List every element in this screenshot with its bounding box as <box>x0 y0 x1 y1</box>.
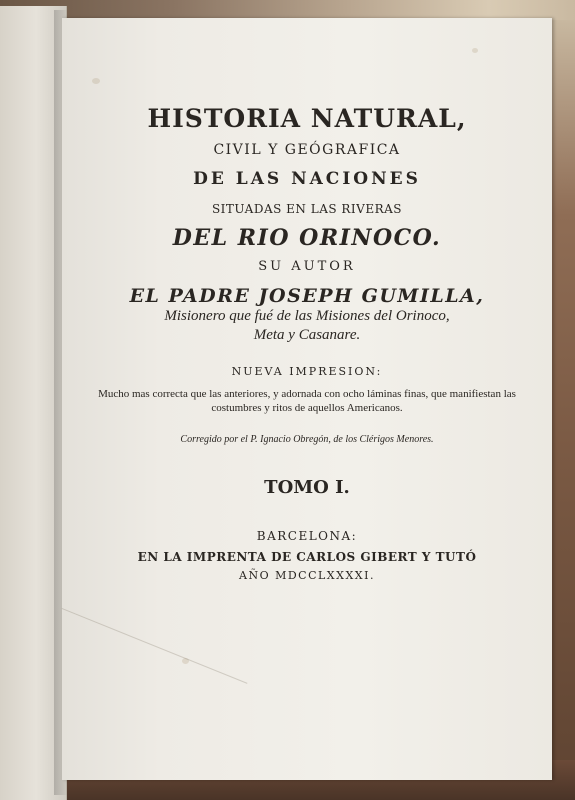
corrected-by: Corregido por el P. Ignacio Obregón, de los Clérigos Menores. <box>180 434 434 445</box>
imprint-printer: EN LA IMPRENTA DE CARLOS GIBERT Y TUTÓ <box>137 550 477 564</box>
author-label: SU AUTOR <box>258 259 356 274</box>
edition-description: Mucho mas correcta que las anteriores, y adornada con ocho láminas finas, que manifiestan las costumbres y ritos de aquellos Americanos. <box>98 388 516 414</box>
imprint-year: AÑO MDCCLXXXXI. <box>239 569 375 582</box>
edition-label: NUEVA IMPRESION: <box>231 365 383 378</box>
title-page <box>62 18 552 780</box>
author-name: EL PADRE JOSEPH GUMILLA, <box>129 285 485 307</box>
volume-number: TOMO I. <box>264 477 350 498</box>
subtitle-line-4: DEL RIO ORINOCO. <box>172 225 442 251</box>
subtitle-line-2: DE LAS NACIONES <box>193 169 421 189</box>
author-description-2: Meta y Casanare. <box>253 327 361 343</box>
subtitle-line-3: SITUADAS EN LAS RIVERAS <box>211 202 403 216</box>
imprint-city: BARCELONA: <box>256 529 358 543</box>
book-title: HISTORIA NATURAL, <box>147 104 467 133</box>
subtitle-line-1: CIVIL Y GEÓGRAFICA <box>213 142 401 158</box>
author-description-1: Misionero que fué de las Misiones del Orinoco, <box>164 308 450 324</box>
title-page-text <box>62 18 552 780</box>
